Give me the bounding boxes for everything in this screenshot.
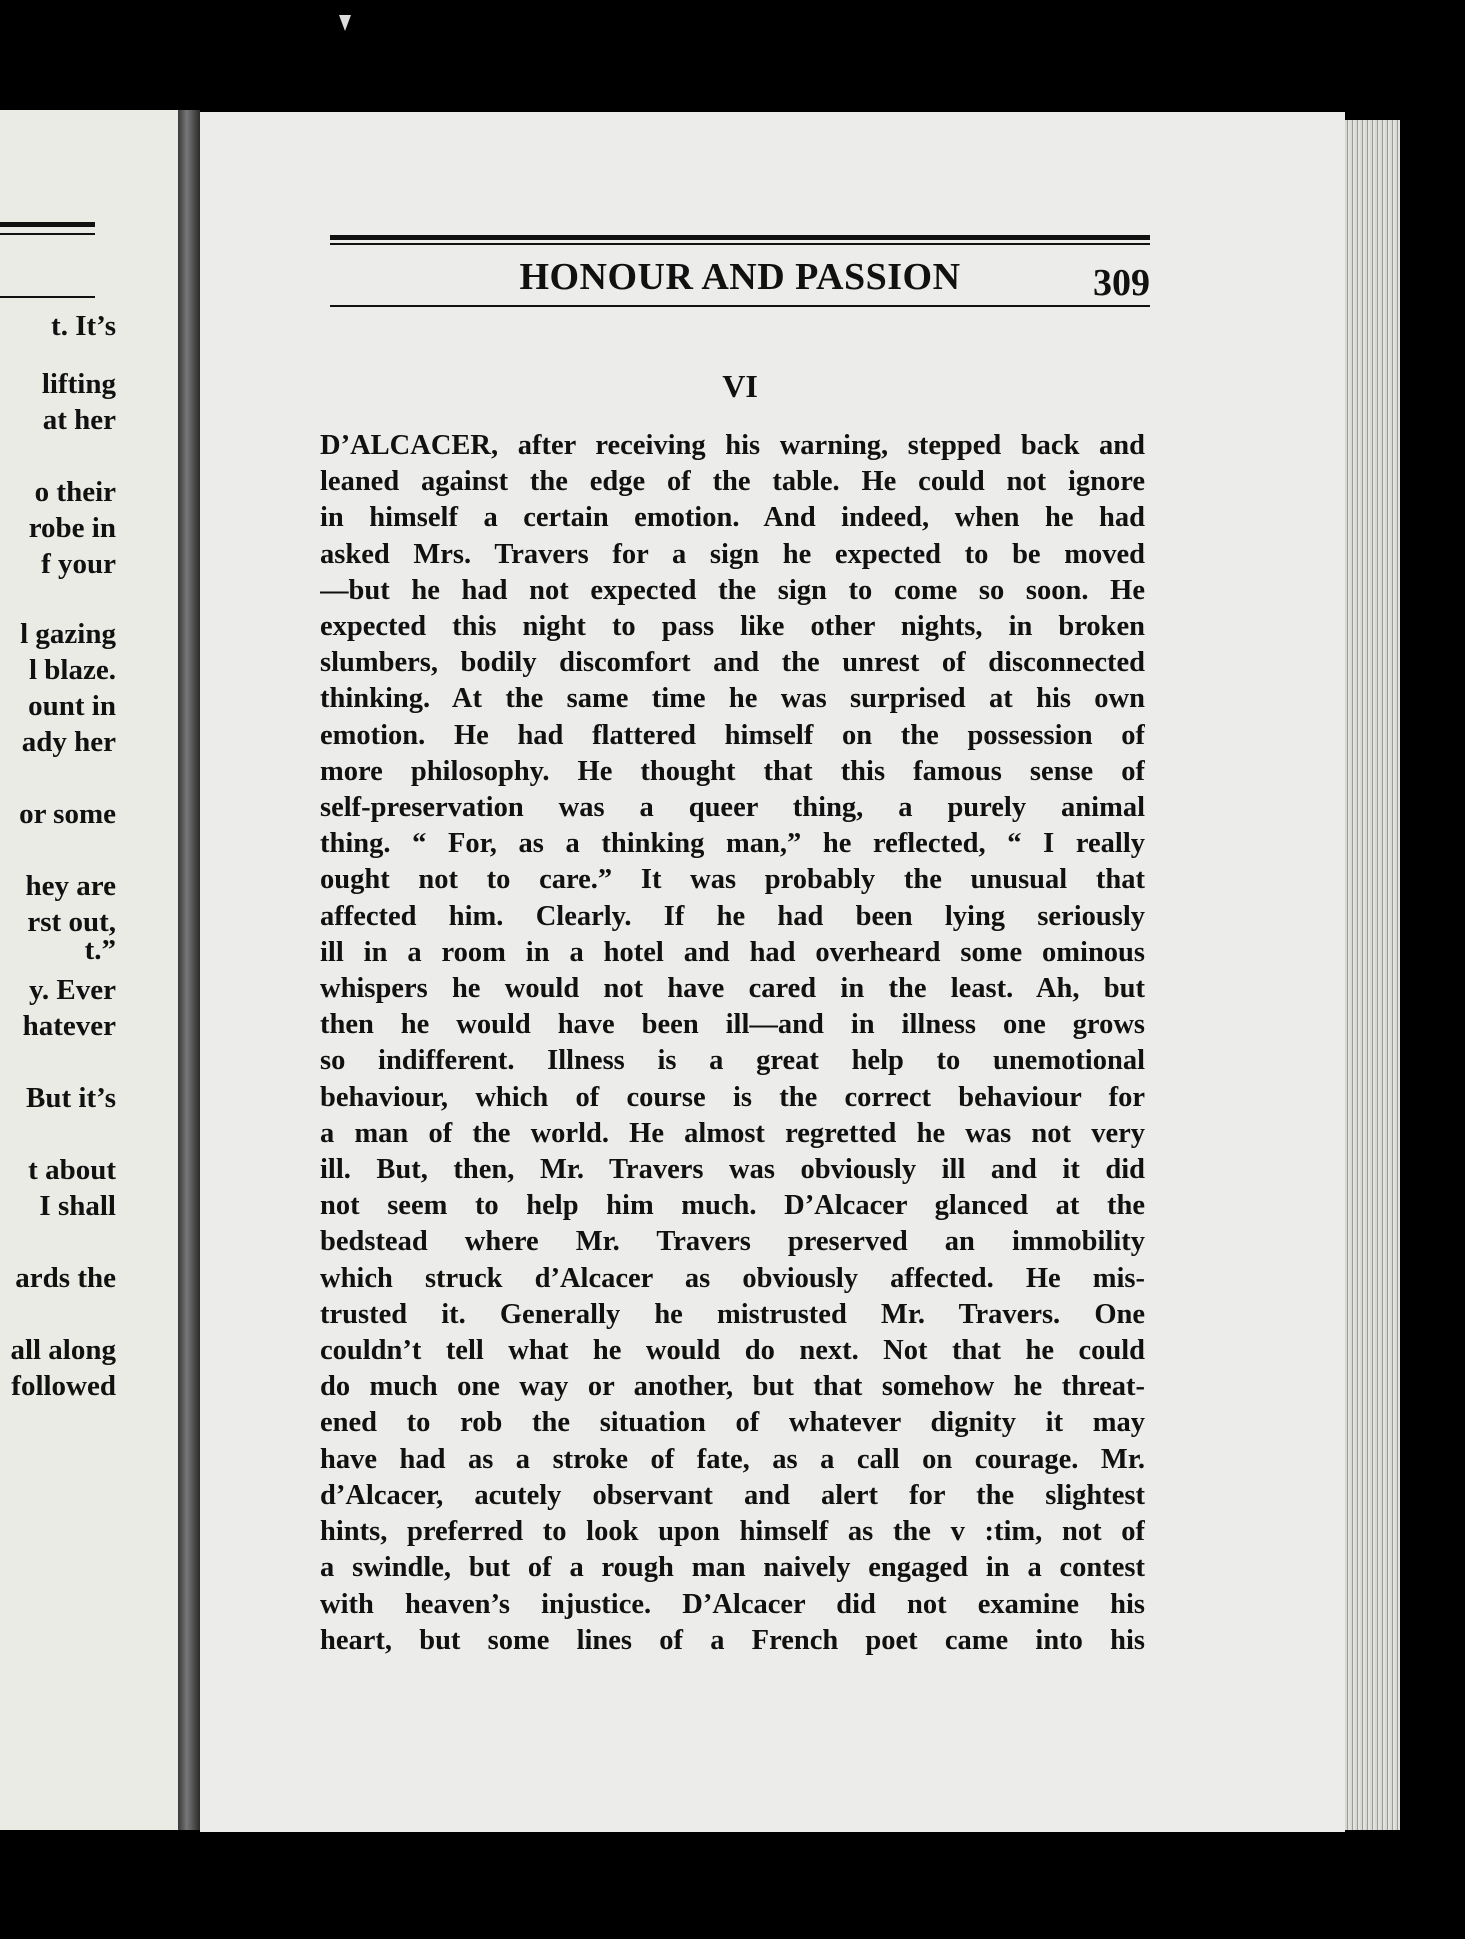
body-line: emotion. He had flattered himself on the possession of [320, 719, 1145, 751]
body-line: d’Alcacer, acutely observant and alert for the slightest [320, 1479, 1145, 1511]
previous-page [0, 110, 178, 1830]
body-line: hints, preferred to look upon himself as the v :tim, not of [320, 1516, 1145, 1548]
previous-page-line: I shall [39, 1190, 116, 1222]
film-mark [338, 14, 352, 32]
previous-page-line: t.” [84, 934, 116, 966]
body-line: whispers he would not have cared in the least. Ah, but [320, 973, 1145, 1005]
body-line: not seem to help him much. D’Alcacer glanced at the [320, 1190, 1145, 1222]
body-line: couldn’t tell what he would do next. Not that he could [320, 1335, 1145, 1367]
previous-page-line: ount in [28, 690, 116, 722]
previous-page-rule [0, 233, 95, 235]
body-line: —but he had not expected the sign to come so soon. He [320, 574, 1145, 606]
body-line: leaned against the edge of the table. He could not ignore [320, 466, 1145, 498]
body-line: affected him. Clearly. If he had been lying seriously [320, 900, 1145, 932]
body-line: ened to rob the situation of whatever dignity it may [320, 1407, 1145, 1439]
previous-page-line: ards the [15, 1262, 116, 1294]
book-gutter [178, 110, 200, 1830]
body-line: ought not to care.” It was probably the unusual that [320, 864, 1145, 896]
previous-page-rule [0, 222, 95, 227]
body-text [320, 428, 1145, 1659]
previous-page-line: f your [41, 548, 116, 580]
previous-page-line: lifting [41, 368, 116, 400]
previous-page-line: y. Ever [29, 974, 116, 1006]
body-line: ill in a room in a hotel and had overheard some ominous [320, 936, 1145, 968]
previous-page-line: But it’s [26, 1082, 116, 1114]
previous-page-line: followed [11, 1370, 116, 1402]
body-line: more philosophy. He thought that this famous sense of [320, 755, 1145, 787]
page-edge [1345, 120, 1400, 1830]
previous-page-line: o their [34, 476, 116, 508]
body-line: with heaven’s injustice. D’Alcacer did not examine his [320, 1588, 1145, 1620]
previous-page-line: all along [10, 1334, 116, 1366]
chapter-heading: VI [722, 368, 758, 404]
body-line: in himself a certain emotion. And indeed, when he had [320, 502, 1145, 534]
body-line: then he would have been ill—and in illness one grows [320, 1009, 1145, 1041]
previous-page-line: robe in [28, 512, 116, 544]
body-line: ill. But, then, Mr. Travers was obviously ill and it did [320, 1154, 1145, 1186]
previous-page-rule [0, 296, 95, 298]
body-line: D’ALCACER, after receiving his warning, stepped back and [320, 430, 1145, 461]
header-rule [330, 235, 1150, 240]
body-line: bedstead where Mr. Travers preserved an immobility [320, 1226, 1145, 1258]
previous-page-line: t about [28, 1154, 116, 1186]
header-rule [330, 243, 1150, 245]
previous-page-line: rst out, [27, 906, 116, 938]
body-line: thinking. At the same time he was surprised at his own [320, 683, 1145, 715]
body-line: asked Mrs. Travers for a sign he expected to be moved [320, 538, 1145, 570]
previous-page-line: hey are [25, 870, 116, 902]
previous-page-line: at her [42, 404, 116, 436]
body-line: thing. “ For, as a thinking man,” he reflected, “ I really [320, 828, 1145, 860]
body-line: a swindle, but of a rough man naively engaged in a contest [320, 1552, 1145, 1584]
body-line: self-preservation was a queer thing, a purely animal [320, 792, 1145, 824]
body-line: so indifferent. Illness is a great help to unemotional [320, 1045, 1145, 1077]
body-line: heart, but some lines of a French poet came into his [320, 1624, 1145, 1656]
body-line: trusted it. Generally he mistrusted Mr. Travers. One [320, 1298, 1145, 1330]
previous-page-line: ady her [21, 726, 116, 758]
body-line: slumbers, bodily discomfort and the unrest of disconnected [320, 647, 1145, 679]
body-line: behaviour, which of course is the correct behaviour for [320, 1081, 1145, 1113]
body-line: a man of the world. He almost regretted he was not very [320, 1117, 1145, 1149]
previous-page-line: l blaze. [29, 654, 116, 686]
previous-page-line: or some [19, 798, 116, 830]
running-head [330, 252, 1150, 302]
body-line: do much one way or another, but that somehow he threat- [320, 1371, 1145, 1403]
body-line: expected this night to pass like other nights, in broken [320, 611, 1145, 643]
body-line: have had as a stroke of fate, as a call on courage. Mr. [320, 1443, 1145, 1475]
page-number: 309 [1093, 262, 1150, 304]
previous-page-line: t. It’s [51, 310, 116, 342]
body-line: which struck d’Alcacer as obviously affected. He mis- [320, 1262, 1145, 1294]
running-title: HONOUR AND PASSION [519, 256, 961, 298]
header-underline [330, 305, 1150, 307]
previous-page-line: hatever [22, 1010, 116, 1042]
previous-page-line: l gazing [20, 618, 116, 650]
